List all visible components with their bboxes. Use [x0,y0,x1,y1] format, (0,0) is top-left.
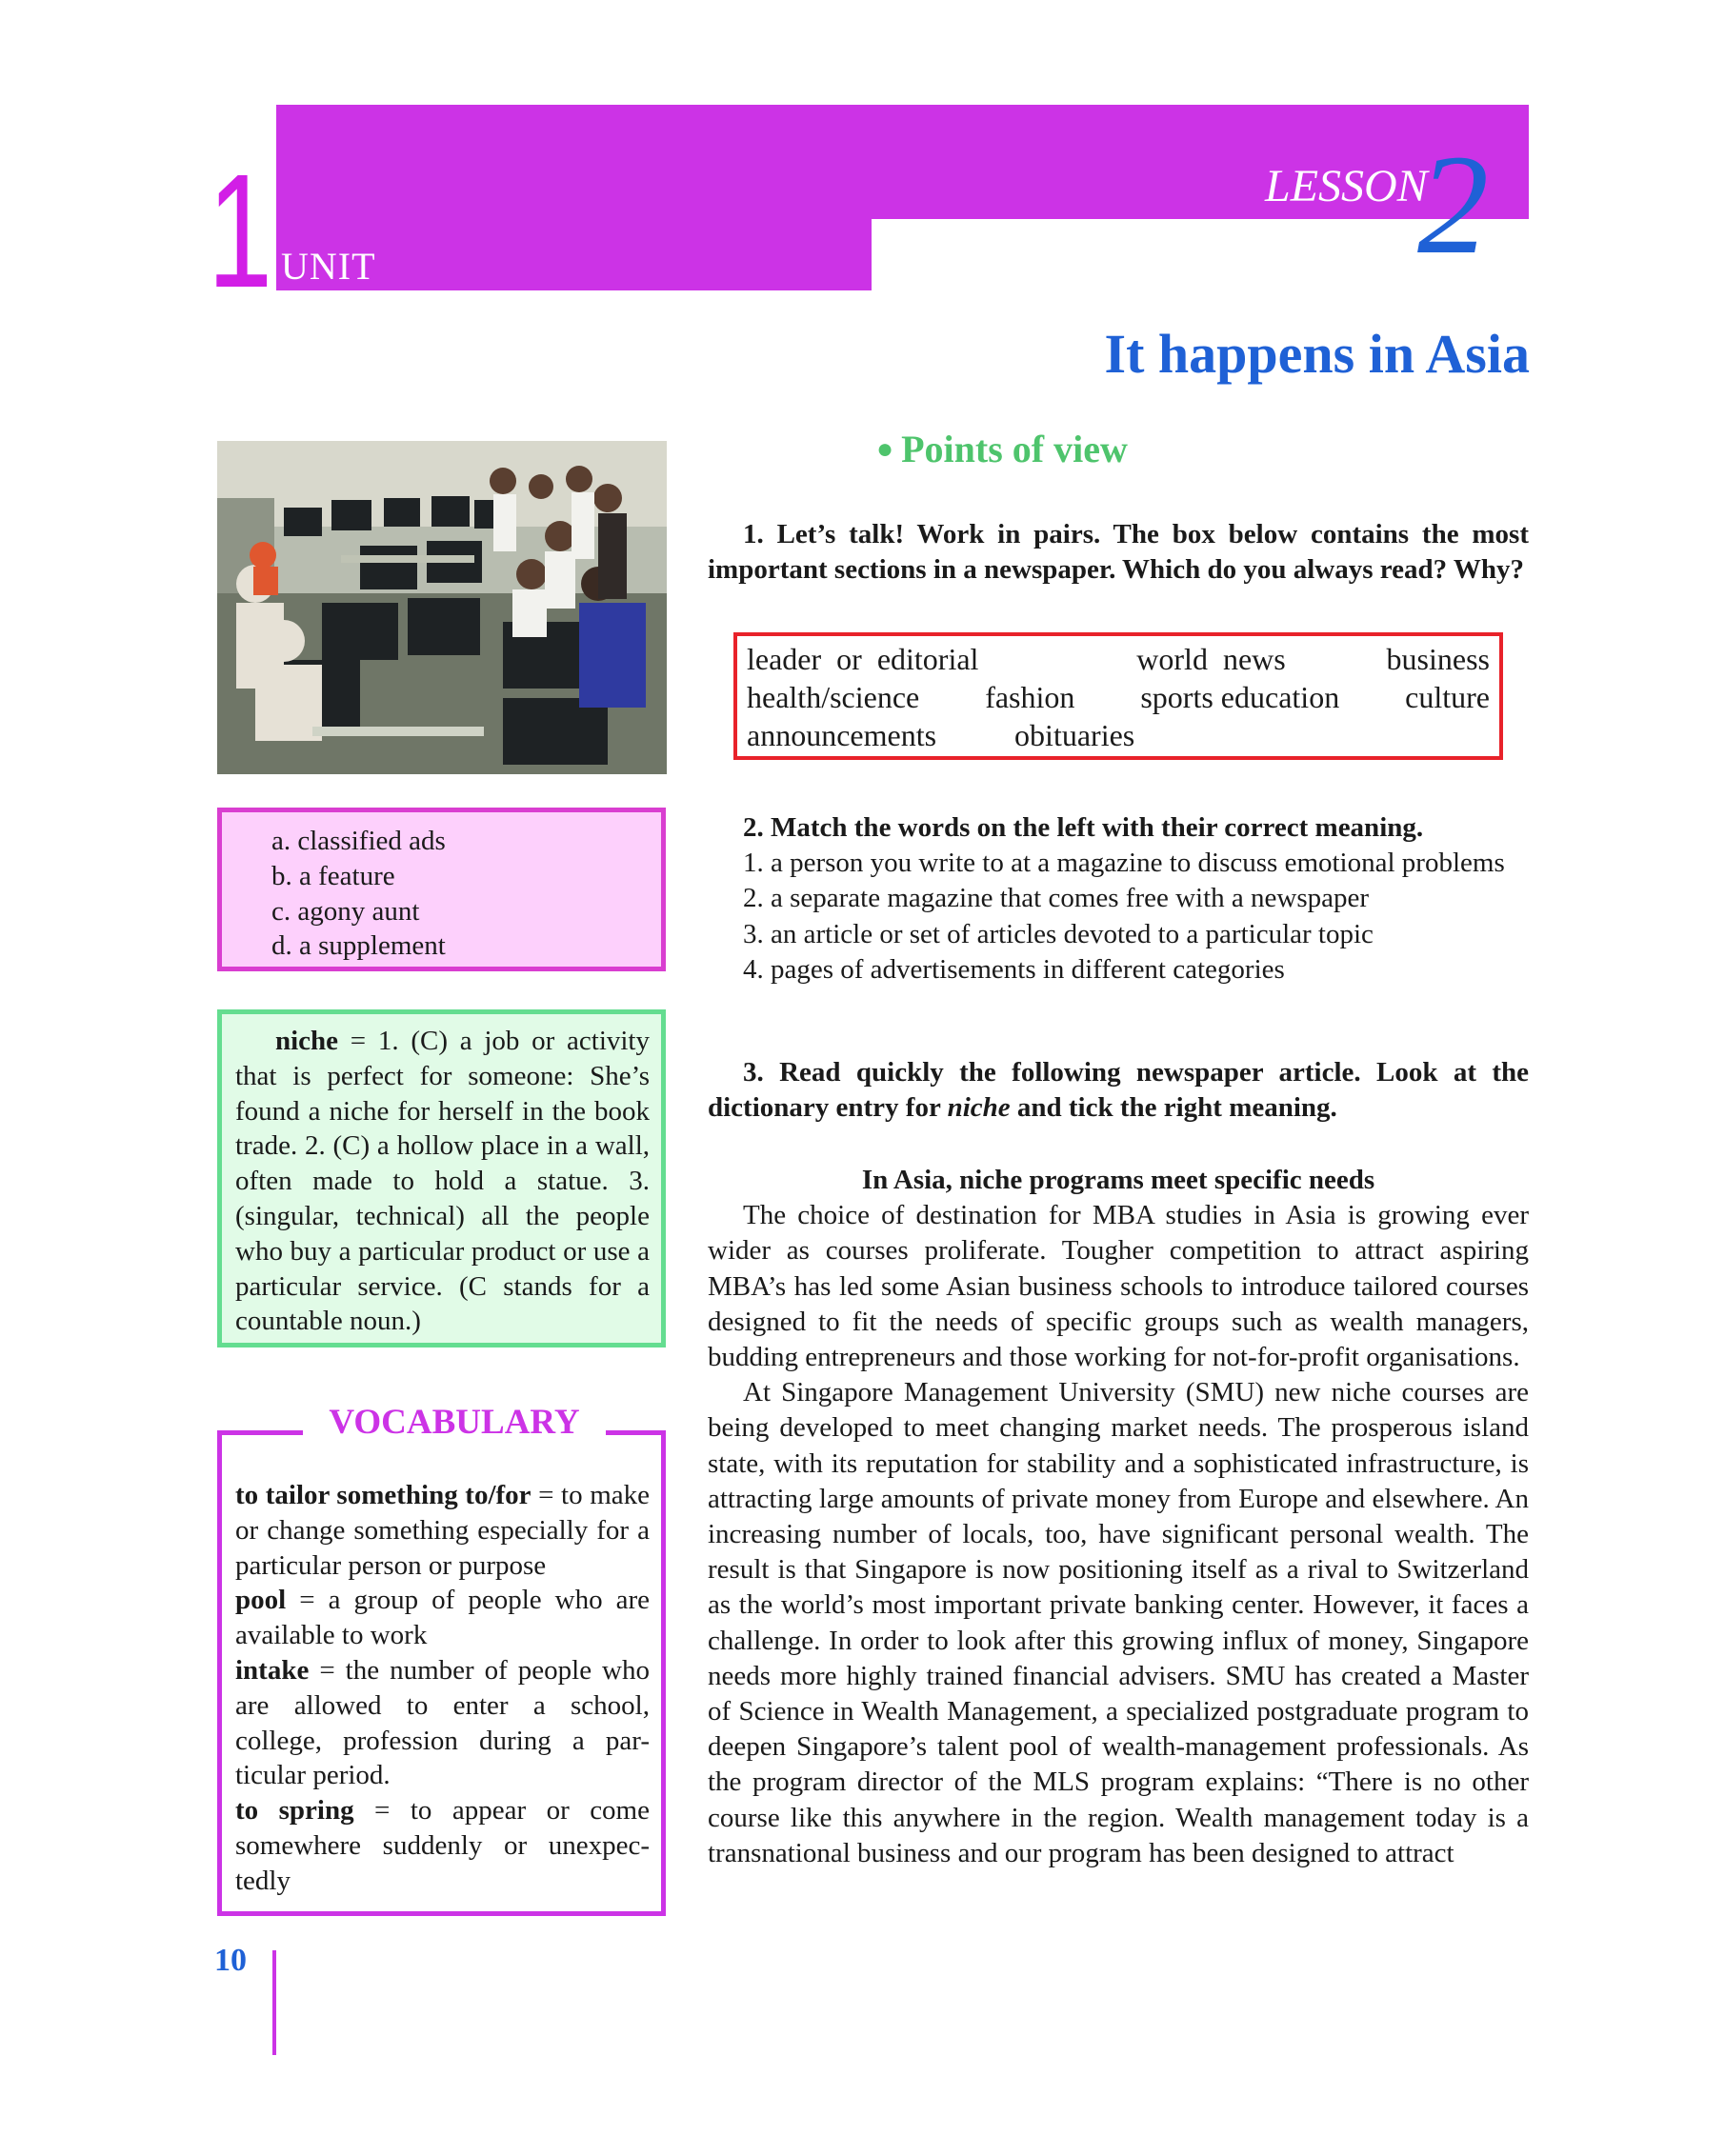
section-item: leader or editorial [747,642,979,676]
vocab-term: pool [235,1585,287,1616]
lesson-number: 2 [1417,126,1489,284]
exercise-1 [708,517,1529,588]
vocab-entry [235,1793,650,1898]
vocab-entry [235,1653,650,1793]
answer-options-box [217,808,666,971]
exercise-3-text-end: and tick the right meaning. [1010,1092,1337,1124]
vocab-definition: = a group of people who are available to work [235,1585,650,1651]
vocab-definition: = to make or change something especially for a particular person or purpose [235,1480,650,1581]
exercise-2 [708,810,1529,988]
section-item: education [1220,680,1340,714]
vocab-entry [235,1583,650,1653]
exercise-3-instructions [708,1055,1529,1126]
sections-row [747,716,1490,754]
page-divider [272,1950,276,2055]
page-number: 10 [214,1943,247,1978]
section-heading-text: Points of view [901,428,1128,470]
option-d: d. a supplement [271,930,446,962]
dictionary-term: niche [275,1026,339,1056]
exercise-3-keyword: niche [947,1092,1011,1124]
vocabulary-heading: VOCABULARY [303,1398,606,1447]
section-item: health/science [747,680,920,714]
vocab-term: to spring [235,1795,354,1827]
unit-number: 1 [208,141,268,322]
vocab-term: to tailor something to/for [235,1480,532,1510]
vocabulary-box [217,1430,666,1916]
section-item: culture [1405,680,1490,714]
exercise-2-heading: 2. Match the words on the left with their correct meaning. [743,812,1424,843]
exercise-3 [708,1055,1529,1126]
exercise-1-instructions: 1. Let’s talk! Work in pairs. The box below contains the most important sections in a newspaper. Which do you always read? Why? [708,519,1529,586]
newspaper-sections-box [733,632,1503,760]
dictionary-entry-box [217,1009,666,1348]
sections-row [747,640,1490,678]
meaning-item: 3. an article or set of articles devoted to a particular topic [743,918,1374,949]
option-b: b. a feature [271,860,395,891]
article-paragraph: At Singapore Management University (SMU) new niche courses are being developed to meet changing market needs. The prosperous island state, with its reputation for stability and a sophisticated infrastructure, is attracting large amounts of private money from Europe and elsewhere. An increasing number of locals, too, have significant personal wealth. The result is that Singapore is now positioning itself as a rival to Switzerland as the world’s most important private banking center. However, it faces a challenge. In order to look after this growing influx of money, Singapore needs more highly trained financial advisers. SMU has created a Master of Science in Wealth Management, a specialized postgraduate program to deepen Singapore’s talent pool of wealth-management professionals. As the program director of the MLS program explains: “There is no other course like this anywhere in the region. Wealth management today is a transnational business and our program has been designed to attract [708,1377,1529,1868]
meaning-item: 2. a separate magazine that comes free with a newspaper [743,883,1370,914]
article-paragraph: The choice of destination for MBA studies in Asia is growing ever wider as courses proliferate. Tougher competition to attract aspiring MBA’s has led some Asian business schools to introduce tailored courses designed to fit the needs of specific groups such as wealth managers, budding entrepreneurs and those working for not-for-profit organisations. [708,1200,1529,1373]
bullet-icon: ● [876,433,894,465]
vocab-entry [235,1478,650,1583]
section-item: obituaries [1014,718,1135,752]
page-title: It happens in Asia [1104,323,1530,385]
vocab-term: intake [235,1654,310,1686]
article-title: In Asia, niche programs meet specific needs [861,1165,1375,1195]
sections-row [747,678,1490,716]
section-item: sports [1140,680,1214,714]
meaning-item: 4. pages of advertisements in different categories [743,953,1285,985]
option-c: c. agony aunt [271,895,420,927]
dictionary-definition: = 1. (C) a job or activity that is perfect for someone: She’s found a niche for herself in the book trade. 2. (C) a hollow place in a wall, often made to hold a statue. 3. (singular, technical) all the people who buy a particular product or use a particular service. (C stands for a countable noun.) [235,1026,650,1337]
exercise-3-text: 3. Read quickly the following newspaper article. Look at the dictionary entry for [708,1057,1529,1124]
section-item: announcements [747,718,937,752]
section-item: world news [1136,642,1286,676]
vocab-definition: = the number of people who are allowed to enter a school, college, profession during a par-ticular period. [235,1654,650,1791]
option-a: a. classified ads [271,826,446,856]
computer-lab-photo [217,441,667,774]
newspaper-article [708,1163,1529,1871]
section-item: fashion [985,680,1075,714]
meaning-item: 1. a person you write to at a magazine to discuss emotional problems [743,848,1505,879]
section-item: business [1386,642,1490,676]
vocab-definition: = to appear or come somewhere suddenly or unexpec-tedly [235,1795,650,1896]
section-heading [876,427,1128,471]
section-pair [1140,678,1339,716]
unit-label: UNIT [281,245,376,288]
lesson-label: LESSON [1265,161,1428,211]
